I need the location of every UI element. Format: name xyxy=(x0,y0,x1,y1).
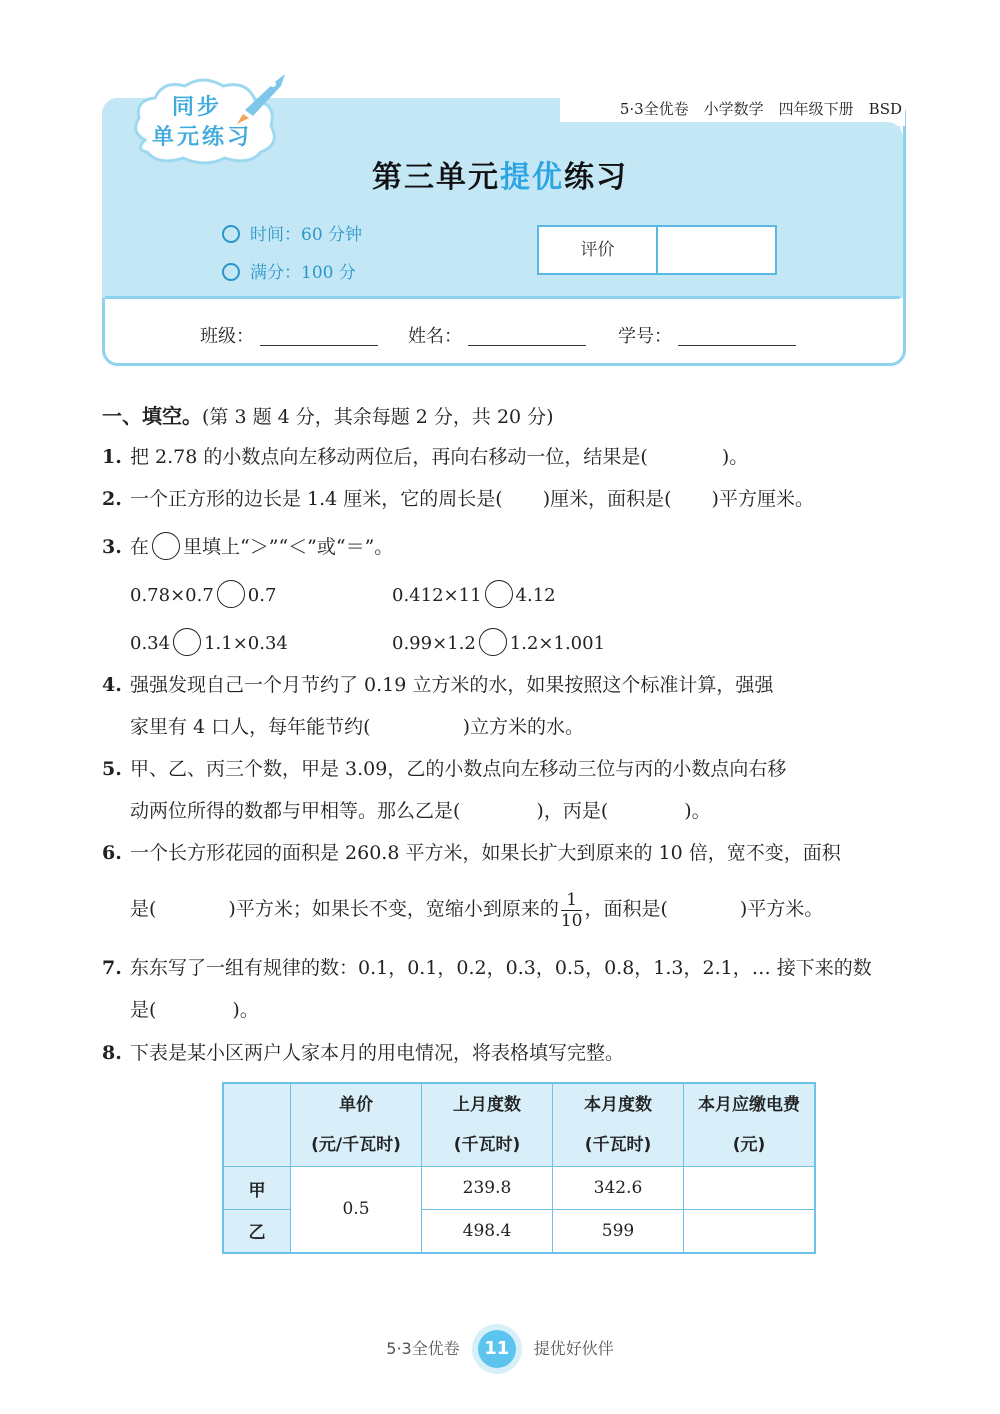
time-info: 时间：60 分钟 xyxy=(222,220,362,245)
header-fee: 本月应缴电费 (元) xyxy=(684,1083,816,1167)
table-corner-cell xyxy=(223,1083,291,1167)
jia-fee-input[interactable] xyxy=(684,1167,816,1210)
evaluation-box xyxy=(537,225,777,275)
row-label-yi: 乙 xyxy=(223,1210,291,1253)
page-footer xyxy=(0,1330,1000,1368)
question-3: 3. 在 里填上“＞”“＜”或“＝”。 xyxy=(102,532,902,560)
question-5: 5. 甲、乙、丙三个数，甲是 3.09，乙的小数点向左移动三位与丙的小数点向右移 xyxy=(102,758,787,780)
check-circle-icon xyxy=(222,263,240,281)
compare-item-3: 0.34 1.1×0.34 xyxy=(130,628,288,656)
table-header-row xyxy=(223,1083,815,1167)
question-1: 1. 把 2.78 的小数点向左移动两位后，再向右移动一位，结果是( )。 xyxy=(102,446,749,468)
clock-icon xyxy=(222,225,240,243)
question-7: 7. 东东写了一组有规律的数：0.1，0.1，0.2，0.3，0.5，0.8，1.3，2.1，… 接下来的数 xyxy=(102,957,872,979)
answer-circle[interactable] xyxy=(479,628,507,656)
question-4: 4. 强强发现自己一个月节约了 0.19 立方米的水，如果按照这个标准计算，强强 xyxy=(102,674,774,696)
compare-item-4: 0.99×1.2 1.2×1.001 xyxy=(392,628,605,656)
question-2: 2. 一个正方形的边长是 1.4 厘米，它的周长是( )厘米，面积是( )平方厘米。 xyxy=(102,488,814,510)
question-6-line2: 是( )平方米；如果长不变，宽缩小到原来的 $\frac{1}{10}$ ，面积是( )平方米。 xyxy=(130,889,824,931)
header-last-month: 上月度数 (千瓦时) xyxy=(422,1083,553,1167)
page-title: 第三单元提优练习 xyxy=(372,160,628,195)
section-heading: 一、填空。(第 3 题 4 分，其余每题 2 分，共 20 分) xyxy=(102,404,554,428)
row-label-jia: 甲 xyxy=(223,1167,291,1210)
fraction-one-tenth: $\frac{1}{10}$ xyxy=(560,889,583,931)
header-this-month: 本月度数 (千瓦时) xyxy=(553,1083,684,1167)
student-id-field[interactable]: 学号： xyxy=(618,322,796,348)
compare-circle-icon xyxy=(152,532,180,560)
answer-circle[interactable] xyxy=(173,628,201,656)
score-info: 满分：100 分 xyxy=(222,258,356,283)
badge-line2: 单元练习 xyxy=(152,125,253,150)
answer-circle[interactable] xyxy=(217,580,245,608)
table-row xyxy=(223,1167,815,1210)
yi-this-month: 599 xyxy=(553,1210,684,1253)
badge-line1: 同步 xyxy=(172,95,223,120)
page-number: 11 xyxy=(478,1330,516,1368)
electricity-table xyxy=(222,1082,816,1254)
yi-last-month: 498.4 xyxy=(422,1210,553,1253)
question-6: 6. 一个长方形花园的面积是 260.8 平方米，如果长扩大到原来的 10 倍，宽不变，面积 xyxy=(102,842,841,864)
header-divider xyxy=(105,296,900,299)
compare-item-1: 0.78×0.7 0.7 xyxy=(130,580,276,608)
class-field[interactable]: 班级： xyxy=(200,322,378,348)
footer-brand: 5·3全优卷 xyxy=(386,1339,460,1358)
yi-fee-input[interactable] xyxy=(684,1210,816,1253)
header-unit-price: 单价 (元/千瓦时) xyxy=(291,1083,422,1167)
footer-slogan: 提优好伙伴 xyxy=(533,1339,614,1358)
compare-item-2: 0.412×11 4.12 xyxy=(392,580,556,608)
series-label: 5·3全优卷 小学数学 四年级下册 BSD xyxy=(619,100,902,118)
question-8: 8. 下表是某小区两户人家本月的用电情况，将表格填写完整。 xyxy=(102,1042,625,1064)
question-5-line2: 动两位所得的数都与甲相等。那么乙是( )，丙是( )。 xyxy=(130,800,711,822)
jia-last-month: 239.8 xyxy=(422,1167,553,1210)
question-7-line2: 是( )。 xyxy=(130,999,259,1021)
question-4-line2: 家里有 4 口人，每年能节约( )立方米的水。 xyxy=(130,716,585,738)
jia-this-month: 342.6 xyxy=(553,1167,684,1210)
answer-circle[interactable] xyxy=(485,580,513,608)
unit-price-cell: 0.5 xyxy=(291,1167,422,1253)
name-field[interactable]: 姓名： xyxy=(408,322,586,348)
evaluation-label: 评价 xyxy=(539,227,658,273)
